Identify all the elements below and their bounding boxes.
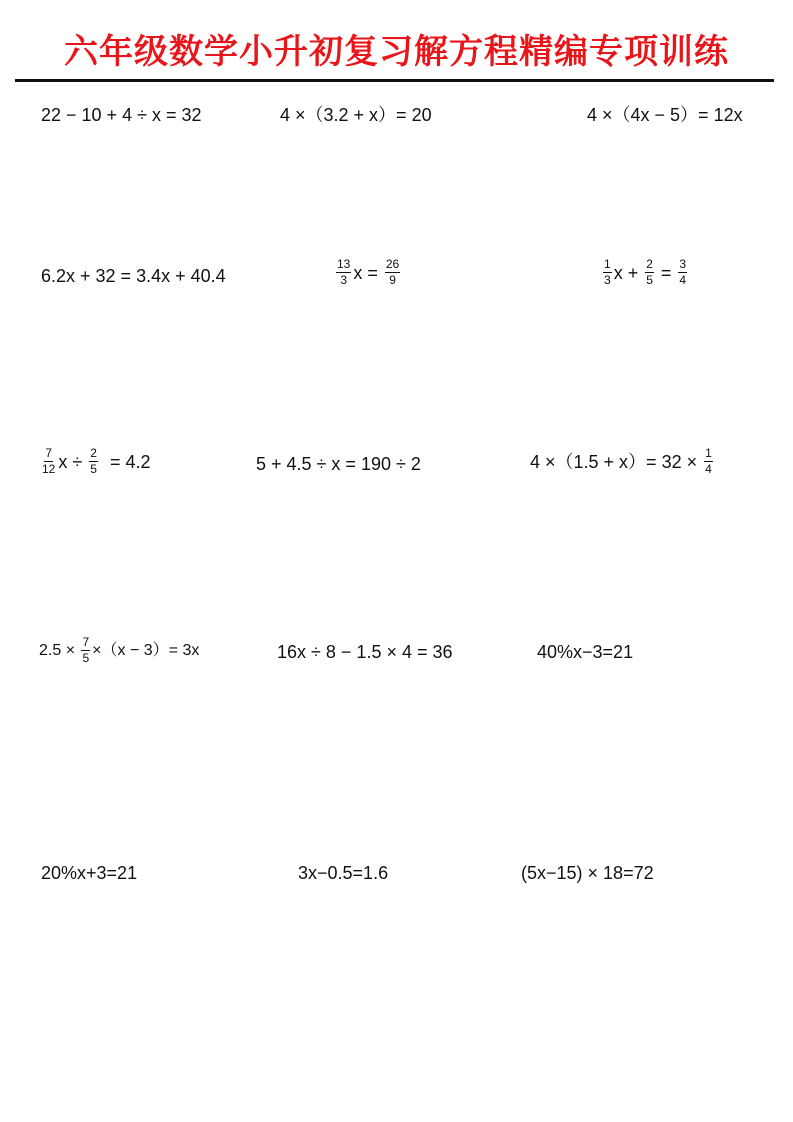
fraction-numerator: 7	[45, 446, 53, 460]
equation-text: 2.5 ×	[39, 641, 80, 659]
fraction-denominator: 4	[705, 462, 712, 476]
equation-text: 22 − 10 + 4 ÷ x = 32	[41, 105, 202, 125]
equation-text: x =	[353, 262, 383, 283]
fraction-denominator: 3	[340, 273, 348, 287]
fraction-numerator: 2	[646, 257, 653, 271]
fraction	[385, 258, 400, 287]
fraction-numerator: 26	[385, 257, 400, 271]
page-title: 六年级数学小升初复习解方程精编专项训练	[64, 32, 729, 72]
equation-text: x ÷	[58, 451, 88, 472]
fraction-numerator: 3	[679, 257, 687, 271]
equation-text: (5x−15) × 18=72	[521, 863, 654, 883]
equation-r1c3	[587, 104, 743, 126]
equation-r5c3	[521, 862, 654, 884]
fraction-numerator: 1	[705, 446, 712, 460]
fraction-denominator: 3	[604, 273, 611, 287]
fraction-numerator: 2	[90, 446, 97, 460]
fraction	[678, 258, 687, 287]
equation-text: 16x ÷ 8 − 1.5 × 4 = 36	[277, 642, 453, 662]
fraction-denominator: 5	[82, 651, 90, 665]
equation-text: 3x−0.5=1.6	[298, 863, 389, 883]
fraction-numerator: 1	[604, 257, 611, 271]
equation-r1c1	[41, 104, 202, 126]
equation-text: 6.2x + 32 = 3.4x + 40.4	[41, 266, 226, 286]
equation-text: ×（x − 3）= 3x	[92, 641, 200, 659]
equation-text: = 4.2	[99, 451, 151, 472]
fraction	[704, 447, 713, 476]
fraction-numerator: 13	[337, 257, 351, 271]
fraction-denominator: 5	[90, 462, 97, 476]
fraction	[89, 447, 98, 476]
equation-text: 4 ×（3.2 + x）= 20	[280, 105, 432, 125]
fraction-denominator: 4	[679, 273, 687, 287]
fraction-denominator: 5	[646, 273, 653, 287]
equation-r3c3	[530, 447, 715, 476]
fraction-denominator: 12	[42, 462, 56, 476]
equation-text: x +	[613, 262, 644, 283]
equation-r4c2	[277, 641, 453, 663]
equation-text: 40%x−3=21	[537, 642, 634, 662]
equation-r3c2	[256, 453, 421, 475]
fraction	[41, 447, 56, 476]
equation-text: =	[655, 262, 677, 283]
equation-r5c2	[298, 862, 388, 884]
equation-r1c2	[280, 104, 432, 126]
equation-r3c1	[39, 447, 150, 476]
fraction	[645, 258, 654, 287]
equation-text: 20%x+3=21	[41, 863, 138, 883]
equation-r5c1	[41, 862, 137, 884]
fraction-denominator: 9	[389, 273, 396, 287]
fraction	[603, 258, 612, 287]
equation-r4c3	[537, 641, 633, 663]
equation-text: 4 ×（1.5 + x）= 32 ×	[530, 451, 703, 472]
equation-text: 5 + 4.5 ÷ x = 190 ÷ 2	[256, 454, 421, 474]
equation-r2c2	[334, 258, 402, 287]
fraction-numerator: 7	[82, 635, 90, 649]
title-underline	[15, 79, 774, 82]
equation-r4c1	[39, 636, 199, 665]
equation-r2c3	[601, 258, 689, 287]
fraction	[81, 636, 90, 665]
equation-text: 4 ×（4x − 5）= 12x	[587, 105, 743, 125]
equation-r2c1	[41, 265, 226, 287]
fraction	[336, 258, 351, 287]
